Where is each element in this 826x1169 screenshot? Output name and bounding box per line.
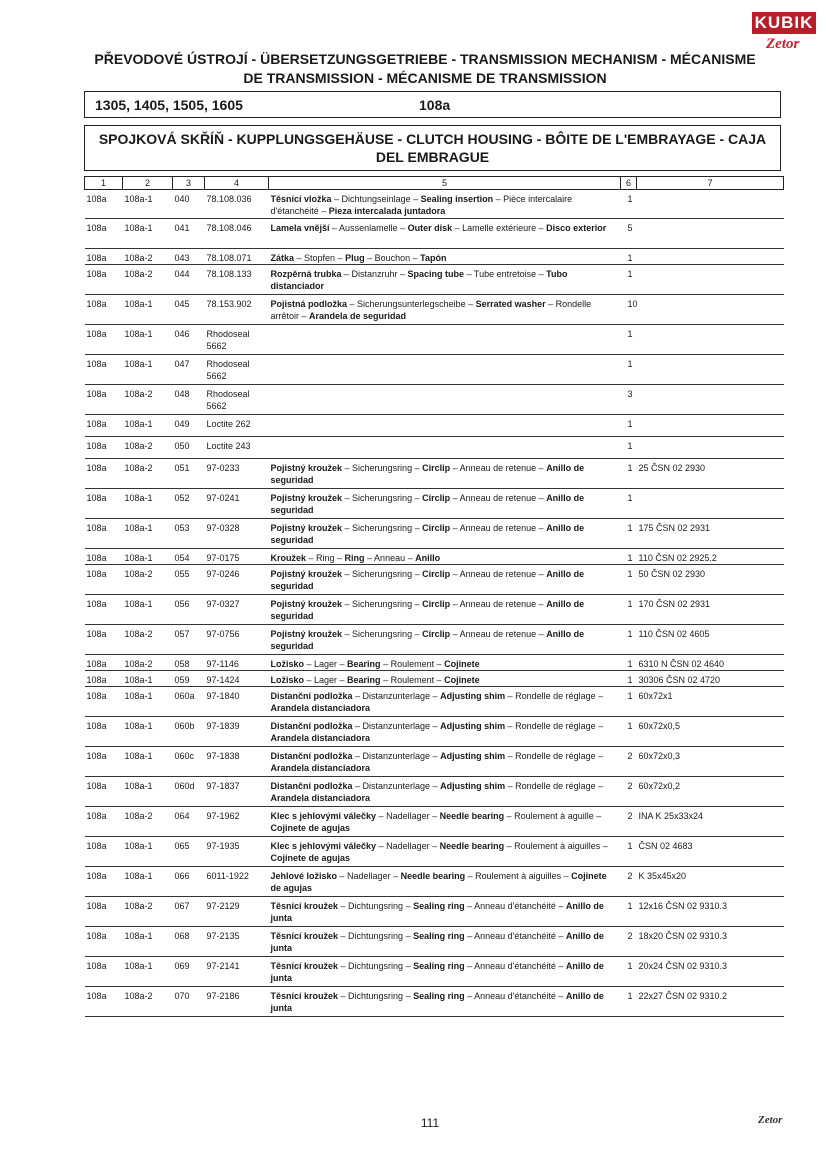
row-part-number: 97-0175 bbox=[205, 549, 269, 565]
row-note bbox=[637, 190, 784, 219]
row-note: 110 ČSN 02 2925.2 bbox=[637, 549, 784, 565]
row-figure: 108a-1 bbox=[123, 957, 173, 987]
table-row bbox=[85, 625, 784, 655]
row-catalog-group: 108a bbox=[85, 519, 123, 549]
row-figure: 108a-1 bbox=[123, 219, 173, 249]
row-position: 046 bbox=[173, 325, 205, 355]
row-part-number: Loctite 243 bbox=[205, 437, 269, 459]
row-figure: 108a-2 bbox=[123, 385, 173, 415]
row-catalog-group: 108a bbox=[85, 987, 123, 1017]
row-figure: 108a-2 bbox=[123, 437, 173, 459]
row-figure: 108a-2 bbox=[123, 249, 173, 265]
row-figure: 108a-2 bbox=[123, 655, 173, 671]
row-figure: 108a-1 bbox=[123, 717, 173, 747]
row-part-number: 78.153.902 bbox=[205, 295, 269, 325]
table-row bbox=[85, 747, 784, 777]
row-note: 22x27 ČSN 02 9310.2 bbox=[637, 987, 784, 1017]
row-catalog-group: 108a bbox=[85, 265, 123, 295]
parts-table bbox=[84, 176, 784, 1017]
row-figure: 108a-1 bbox=[123, 519, 173, 549]
row-position: 049 bbox=[173, 415, 205, 437]
row-note: 50 ČSN 02 2930 bbox=[637, 565, 784, 595]
row-position: 050 bbox=[173, 437, 205, 459]
row-note bbox=[637, 219, 784, 249]
section-title: SPOJKOVÁ SKŘÍŇ - KUPPLUNGSGEHÄUSE - CLUTCH HOUSING - BÔITE DE L'EMBRAYAGE - CAJA DEL EMBRAGUE bbox=[84, 125, 781, 171]
row-description bbox=[269, 437, 621, 459]
row-description: Jehlové ložisko – Nadellager – Needle bearing – Roulement à aiguilles – Cojinete de agujas bbox=[269, 867, 621, 897]
row-quantity: 2 bbox=[621, 807, 637, 837]
row-note: 6310 N ČSN 02 4640 bbox=[637, 655, 784, 671]
row-position: 054 bbox=[173, 549, 205, 565]
table-row bbox=[85, 355, 784, 385]
table-row bbox=[85, 437, 784, 459]
row-quantity: 1 bbox=[621, 717, 637, 747]
row-position: 060b bbox=[173, 717, 205, 747]
row-figure: 108a-1 bbox=[123, 295, 173, 325]
row-position: 041 bbox=[173, 219, 205, 249]
row-description: Těsnící kroužek – Dichtungsring – Sealing ring – Anneau d'étanchéité – Anillo de junta bbox=[269, 897, 621, 927]
table-row bbox=[85, 565, 784, 595]
row-note: K 35x45x20 bbox=[637, 867, 784, 897]
row-figure: 108a-1 bbox=[123, 671, 173, 687]
row-note: 30306 ČSN 02 4720 bbox=[637, 671, 784, 687]
column-header: 1 bbox=[85, 177, 123, 190]
row-part-number: 97-1837 bbox=[205, 777, 269, 807]
row-part-number: 6011-1922 bbox=[205, 867, 269, 897]
row-position: 060d bbox=[173, 777, 205, 807]
row-description: Těsnící kroužek – Dichtungsring – Sealing ring – Anneau d'étanchéité – Anillo de junta bbox=[269, 987, 621, 1017]
row-figure: 108a-1 bbox=[123, 927, 173, 957]
row-description: Distanční podložka – Distanzunterlage – Adjusting shim – Rondelle de réglage – Arandela distanciadora bbox=[269, 687, 621, 717]
row-figure: 108a-2 bbox=[123, 625, 173, 655]
row-position: 057 bbox=[173, 625, 205, 655]
row-catalog-group: 108a bbox=[85, 459, 123, 489]
row-position: 060c bbox=[173, 747, 205, 777]
row-part-number: 97-1839 bbox=[205, 717, 269, 747]
row-description bbox=[269, 355, 621, 385]
row-figure: 108a-2 bbox=[123, 807, 173, 837]
row-part-number: 97-1424 bbox=[205, 671, 269, 687]
row-part-number: 97-0327 bbox=[205, 595, 269, 625]
row-figure: 108a-2 bbox=[123, 459, 173, 489]
row-figure: 108a-1 bbox=[123, 837, 173, 867]
row-quantity: 1 bbox=[621, 987, 637, 1017]
row-part-number: 78.108.036 bbox=[205, 190, 269, 219]
row-catalog-group: 108a bbox=[85, 249, 123, 265]
table-row bbox=[85, 927, 784, 957]
row-position: 069 bbox=[173, 957, 205, 987]
table-row bbox=[85, 957, 784, 987]
row-catalog-group: 108a bbox=[85, 219, 123, 249]
row-figure: 108a-1 bbox=[123, 747, 173, 777]
table-row bbox=[85, 265, 784, 295]
row-quantity: 3 bbox=[621, 385, 637, 415]
row-quantity: 1 bbox=[621, 957, 637, 987]
row-figure: 108a-1 bbox=[123, 687, 173, 717]
row-description: Těsnící vložka – Dichtungseinlage – Sealing insertion – Pièce intercalaire d'étanchéité – Pieza intercalada juntadora bbox=[269, 190, 621, 219]
row-position: 051 bbox=[173, 459, 205, 489]
column-header: 4 bbox=[205, 177, 269, 190]
row-part-number: 97-1146 bbox=[205, 655, 269, 671]
parts-table-body bbox=[85, 190, 784, 1017]
row-description: Pojistný kroužek – Sicherungsring – Circlip – Anneau de retenue – Anillo de seguridad bbox=[269, 595, 621, 625]
table-row bbox=[85, 249, 784, 265]
table-row bbox=[85, 717, 784, 747]
table-row bbox=[85, 595, 784, 625]
zetor-logo-text: Zetor bbox=[766, 36, 800, 52]
row-position: 056 bbox=[173, 595, 205, 625]
row-position: 059 bbox=[173, 671, 205, 687]
row-part-number: 97-1935 bbox=[205, 837, 269, 867]
row-description: Lamela vnější – Aussenlamelle – Outer disk – Lamelle extérieure – Disco exterior bbox=[269, 219, 621, 249]
row-catalog-group: 108a bbox=[85, 687, 123, 717]
row-position: 047 bbox=[173, 355, 205, 385]
row-catalog-group: 108a bbox=[85, 897, 123, 927]
row-description: Pojistná podložka – Sicherungsunterlegscheibe – Serrated washer – Rondelle arrêtoir – Arandela de seguridad bbox=[269, 295, 621, 325]
row-note: 25 ČSN 02 2930 bbox=[637, 459, 784, 489]
row-position: 067 bbox=[173, 897, 205, 927]
row-note: 175 ČSN 02 2931 bbox=[637, 519, 784, 549]
row-part-number: 97-2129 bbox=[205, 897, 269, 927]
row-quantity: 1 bbox=[621, 549, 637, 565]
row-position: 058 bbox=[173, 655, 205, 671]
row-part-number: 97-2186 bbox=[205, 987, 269, 1017]
table-row bbox=[85, 325, 784, 355]
column-header: 2 bbox=[123, 177, 173, 190]
row-description: Těsnící kroužek – Dichtungsring – Sealing ring – Anneau d'étanchéité – Anillo de junta bbox=[269, 957, 621, 987]
row-note: INA K 25x33x24 bbox=[637, 807, 784, 837]
row-description: Zátka – Stopfen – Plug – Bouchon – Tapón bbox=[269, 249, 621, 265]
row-quantity: 1 bbox=[621, 459, 637, 489]
row-position: 040 bbox=[173, 190, 205, 219]
row-position: 052 bbox=[173, 489, 205, 519]
row-note bbox=[637, 325, 784, 355]
row-catalog-group: 108a bbox=[85, 415, 123, 437]
row-figure: 108a-1 bbox=[123, 325, 173, 355]
row-catalog-group: 108a bbox=[85, 565, 123, 595]
table-row bbox=[85, 897, 784, 927]
kubik-zetor-logo bbox=[752, 12, 818, 72]
table-row bbox=[85, 385, 784, 415]
row-figure: 108a-2 bbox=[123, 265, 173, 295]
row-figure: 108a-1 bbox=[123, 549, 173, 565]
row-catalog-group: 108a bbox=[85, 927, 123, 957]
row-quantity: 5 bbox=[621, 219, 637, 249]
table-row bbox=[85, 190, 784, 219]
row-figure: 108a-2 bbox=[123, 565, 173, 595]
row-description: Pojistný kroužek – Sicherungsring – Circlip – Anneau de retenue – Anillo de seguridad bbox=[269, 489, 621, 519]
row-part-number: 78.108.046 bbox=[205, 219, 269, 249]
row-description bbox=[269, 415, 621, 437]
row-catalog-group: 108a bbox=[85, 595, 123, 625]
model-list: 1305, 1405, 1505, 1605 bbox=[95, 97, 243, 113]
row-quantity: 10 bbox=[621, 295, 637, 325]
row-part-number: 97-0233 bbox=[205, 459, 269, 489]
row-quantity: 1 bbox=[621, 655, 637, 671]
table-row bbox=[85, 687, 784, 717]
row-description: Rozpěrná trubka – Distanzruhr – Spacing tube – Tube entretoise – Tubo distanciador bbox=[269, 265, 621, 295]
row-part-number: 97-0328 bbox=[205, 519, 269, 549]
row-part-number: Rhodoseal 5662 bbox=[205, 325, 269, 355]
row-note: 110 ČSN 02 4605 bbox=[637, 625, 784, 655]
page-number: 111 bbox=[420, 1116, 440, 1130]
row-description bbox=[269, 325, 621, 355]
row-part-number: Rhodoseal 5662 bbox=[205, 385, 269, 415]
row-figure: 108a-1 bbox=[123, 489, 173, 519]
row-part-number: 97-1840 bbox=[205, 687, 269, 717]
row-catalog-group: 108a bbox=[85, 549, 123, 565]
row-description: Pojistný kroužek – Sicherungsring – Circlip – Anneau de retenue – Anillo de seguridad bbox=[269, 625, 621, 655]
row-description: Ložisko – Lager – Bearing – Roulement – Cojinete bbox=[269, 671, 621, 687]
row-catalog-group: 108a bbox=[85, 385, 123, 415]
row-quantity: 2 bbox=[621, 777, 637, 807]
row-catalog-group: 108a bbox=[85, 325, 123, 355]
row-part-number: 78.108.071 bbox=[205, 249, 269, 265]
table-row bbox=[85, 987, 784, 1017]
row-description: Distanční podložka – Distanzunterlage – Adjusting shim – Rondelle de réglage – Arandela distanciadora bbox=[269, 747, 621, 777]
row-quantity: 1 bbox=[621, 625, 637, 655]
row-note: 18x20 ČSN 02 9310.3 bbox=[637, 927, 784, 957]
row-quantity: 2 bbox=[621, 867, 637, 897]
row-description: Pojistný kroužek – Sicherungsring – Circlip – Anneau de retenue – Anillo de seguridad bbox=[269, 459, 621, 489]
row-note bbox=[637, 415, 784, 437]
row-position: 055 bbox=[173, 565, 205, 595]
table-row bbox=[85, 671, 784, 687]
row-part-number: 97-1962 bbox=[205, 807, 269, 837]
model-header-box bbox=[84, 91, 781, 118]
row-figure: 108a-1 bbox=[123, 415, 173, 437]
row-catalog-group: 108a bbox=[85, 807, 123, 837]
page-title: PŘEVODOVÉ ÚSTROJÍ - ÜBERSETZUNGSGETRIEBE - TRANSMISSION MECHANISM - MÉCANISME DE TRANSMISSION - MÉCANISME DE TRANSMISSION bbox=[94, 51, 756, 86]
row-quantity: 1 bbox=[621, 519, 637, 549]
row-catalog-group: 108a bbox=[85, 777, 123, 807]
row-quantity: 1 bbox=[621, 687, 637, 717]
row-catalog-group: 108a bbox=[85, 655, 123, 671]
row-position: 048 bbox=[173, 385, 205, 415]
row-quantity: 1 bbox=[621, 249, 637, 265]
row-note bbox=[637, 295, 784, 325]
row-position: 064 bbox=[173, 807, 205, 837]
row-description: Klec s jehlovými válečky – Nadellager – Needle bearing – Roulement à aguille – Cojinete de agujas bbox=[269, 807, 621, 837]
row-position: 044 bbox=[173, 265, 205, 295]
row-description: Kroužek – Ring – Ring – Anneau – Anillo bbox=[269, 549, 621, 565]
row-note bbox=[637, 355, 784, 385]
column-header: 7 bbox=[637, 177, 784, 190]
row-figure: 108a-1 bbox=[123, 190, 173, 219]
row-description: Distanční podložka – Distanzunterlage – Adjusting shim – Rondelle de réglage – Arandela distanciadora bbox=[269, 717, 621, 747]
row-catalog-group: 108a bbox=[85, 437, 123, 459]
table-row bbox=[85, 837, 784, 867]
row-description: Distanční podložka – Distanzunterlage – Adjusting shim – Rondelle de réglage – Arandela distanciadora bbox=[269, 777, 621, 807]
row-figure: 108a-2 bbox=[123, 987, 173, 1017]
row-description bbox=[269, 385, 621, 415]
row-figure: 108a-1 bbox=[123, 867, 173, 897]
row-part-number: 97-0756 bbox=[205, 625, 269, 655]
kubik-logo-text: KUBIK bbox=[752, 12, 816, 34]
row-quantity: 1 bbox=[621, 355, 637, 385]
row-position: 066 bbox=[173, 867, 205, 897]
row-catalog-group: 108a bbox=[85, 957, 123, 987]
row-catalog-group: 108a bbox=[85, 489, 123, 519]
row-part-number: 78.108.133 bbox=[205, 265, 269, 295]
row-catalog-group: 108a bbox=[85, 355, 123, 385]
row-note bbox=[637, 265, 784, 295]
row-note: 170 ČSN 02 2931 bbox=[637, 595, 784, 625]
table-row bbox=[85, 519, 784, 549]
row-part-number: 97-2141 bbox=[205, 957, 269, 987]
table-row bbox=[85, 459, 784, 489]
row-part-number: 97-1838 bbox=[205, 747, 269, 777]
row-catalog-group: 108a bbox=[85, 867, 123, 897]
row-note: 12x16 ČSN 02 9310.3 bbox=[637, 897, 784, 927]
table-row bbox=[85, 807, 784, 837]
row-position: 068 bbox=[173, 927, 205, 957]
table-header-row bbox=[85, 177, 784, 190]
row-position: 065 bbox=[173, 837, 205, 867]
row-part-number: Loctite 262 bbox=[205, 415, 269, 437]
row-quantity: 2 bbox=[621, 747, 637, 777]
row-part-number: Rhodoseal 5662 bbox=[205, 355, 269, 385]
row-position: 060a bbox=[173, 687, 205, 717]
row-note bbox=[637, 489, 784, 519]
row-note: 20x24 ČSN 02 9310.3 bbox=[637, 957, 784, 987]
group-code: 108a bbox=[419, 97, 451, 113]
row-part-number: 97-2135 bbox=[205, 927, 269, 957]
table-row bbox=[85, 655, 784, 671]
row-part-number: 97-0246 bbox=[205, 565, 269, 595]
row-catalog-group: 108a bbox=[85, 295, 123, 325]
row-quantity: 1 bbox=[621, 671, 637, 687]
row-quantity: 1 bbox=[621, 437, 637, 459]
row-note bbox=[637, 385, 784, 415]
row-quantity: 1 bbox=[621, 837, 637, 867]
row-catalog-group: 108a bbox=[85, 747, 123, 777]
row-quantity: 1 bbox=[621, 595, 637, 625]
row-note: ČSN 02 4683 bbox=[637, 837, 784, 867]
footer-zetor-logo: Zetor bbox=[758, 1114, 783, 1126]
table-row bbox=[85, 219, 784, 249]
row-quantity: 1 bbox=[621, 325, 637, 355]
column-header: 3 bbox=[173, 177, 205, 190]
row-catalog-group: 108a bbox=[85, 671, 123, 687]
row-quantity: 1 bbox=[621, 190, 637, 219]
row-quantity: 1 bbox=[621, 265, 637, 295]
row-note: 60x72x1 bbox=[637, 687, 784, 717]
table-row bbox=[85, 415, 784, 437]
row-position: 070 bbox=[173, 987, 205, 1017]
row-catalog-group: 108a bbox=[85, 625, 123, 655]
row-figure: 108a-1 bbox=[123, 595, 173, 625]
row-note: 60x72x0,2 bbox=[637, 777, 784, 807]
row-note: 60x72x0,3 bbox=[637, 747, 784, 777]
table-row bbox=[85, 295, 784, 325]
row-quantity: 1 bbox=[621, 565, 637, 595]
row-description: Klec s jehlovými válečky – Nadellager – Needle bearing – Roulement à aiguilles – Cojinete de agujas bbox=[269, 837, 621, 867]
row-catalog-group: 108a bbox=[85, 717, 123, 747]
row-part-number: 97-0241 bbox=[205, 489, 269, 519]
row-catalog-group: 108a bbox=[85, 190, 123, 219]
table-row bbox=[85, 489, 784, 519]
row-quantity: 1 bbox=[621, 489, 637, 519]
row-quantity: 1 bbox=[621, 415, 637, 437]
row-position: 043 bbox=[173, 249, 205, 265]
table-row bbox=[85, 777, 784, 807]
row-catalog-group: 108a bbox=[85, 837, 123, 867]
row-quantity: 2 bbox=[621, 927, 637, 957]
row-position: 045 bbox=[173, 295, 205, 325]
row-position: 053 bbox=[173, 519, 205, 549]
row-figure: 108a-1 bbox=[123, 777, 173, 807]
column-header: 6 bbox=[621, 177, 637, 190]
row-quantity: 1 bbox=[621, 897, 637, 927]
row-description: Pojistný kroužek – Sicherungsring – Circlip – Anneau de retenue – Anillo de seguridad bbox=[269, 565, 621, 595]
row-figure: 108a-2 bbox=[123, 897, 173, 927]
row-description: Těsnící kroužek – Dichtungsring – Sealing ring – Anneau d'étanchéité – Anillo de junta bbox=[269, 927, 621, 957]
row-note bbox=[637, 249, 784, 265]
row-note: 60x72x0,5 bbox=[637, 717, 784, 747]
row-figure: 108a-1 bbox=[123, 355, 173, 385]
table-row bbox=[85, 549, 784, 565]
column-header: 5 bbox=[269, 177, 621, 190]
table-row bbox=[85, 867, 784, 897]
row-description: Pojistný kroužek – Sicherungsring – Circlip – Anneau de retenue – Anillo de seguridad bbox=[269, 519, 621, 549]
row-description: Ložisko – Lager – Bearing – Roulement – Cojinete bbox=[269, 655, 621, 671]
row-note bbox=[637, 437, 784, 459]
